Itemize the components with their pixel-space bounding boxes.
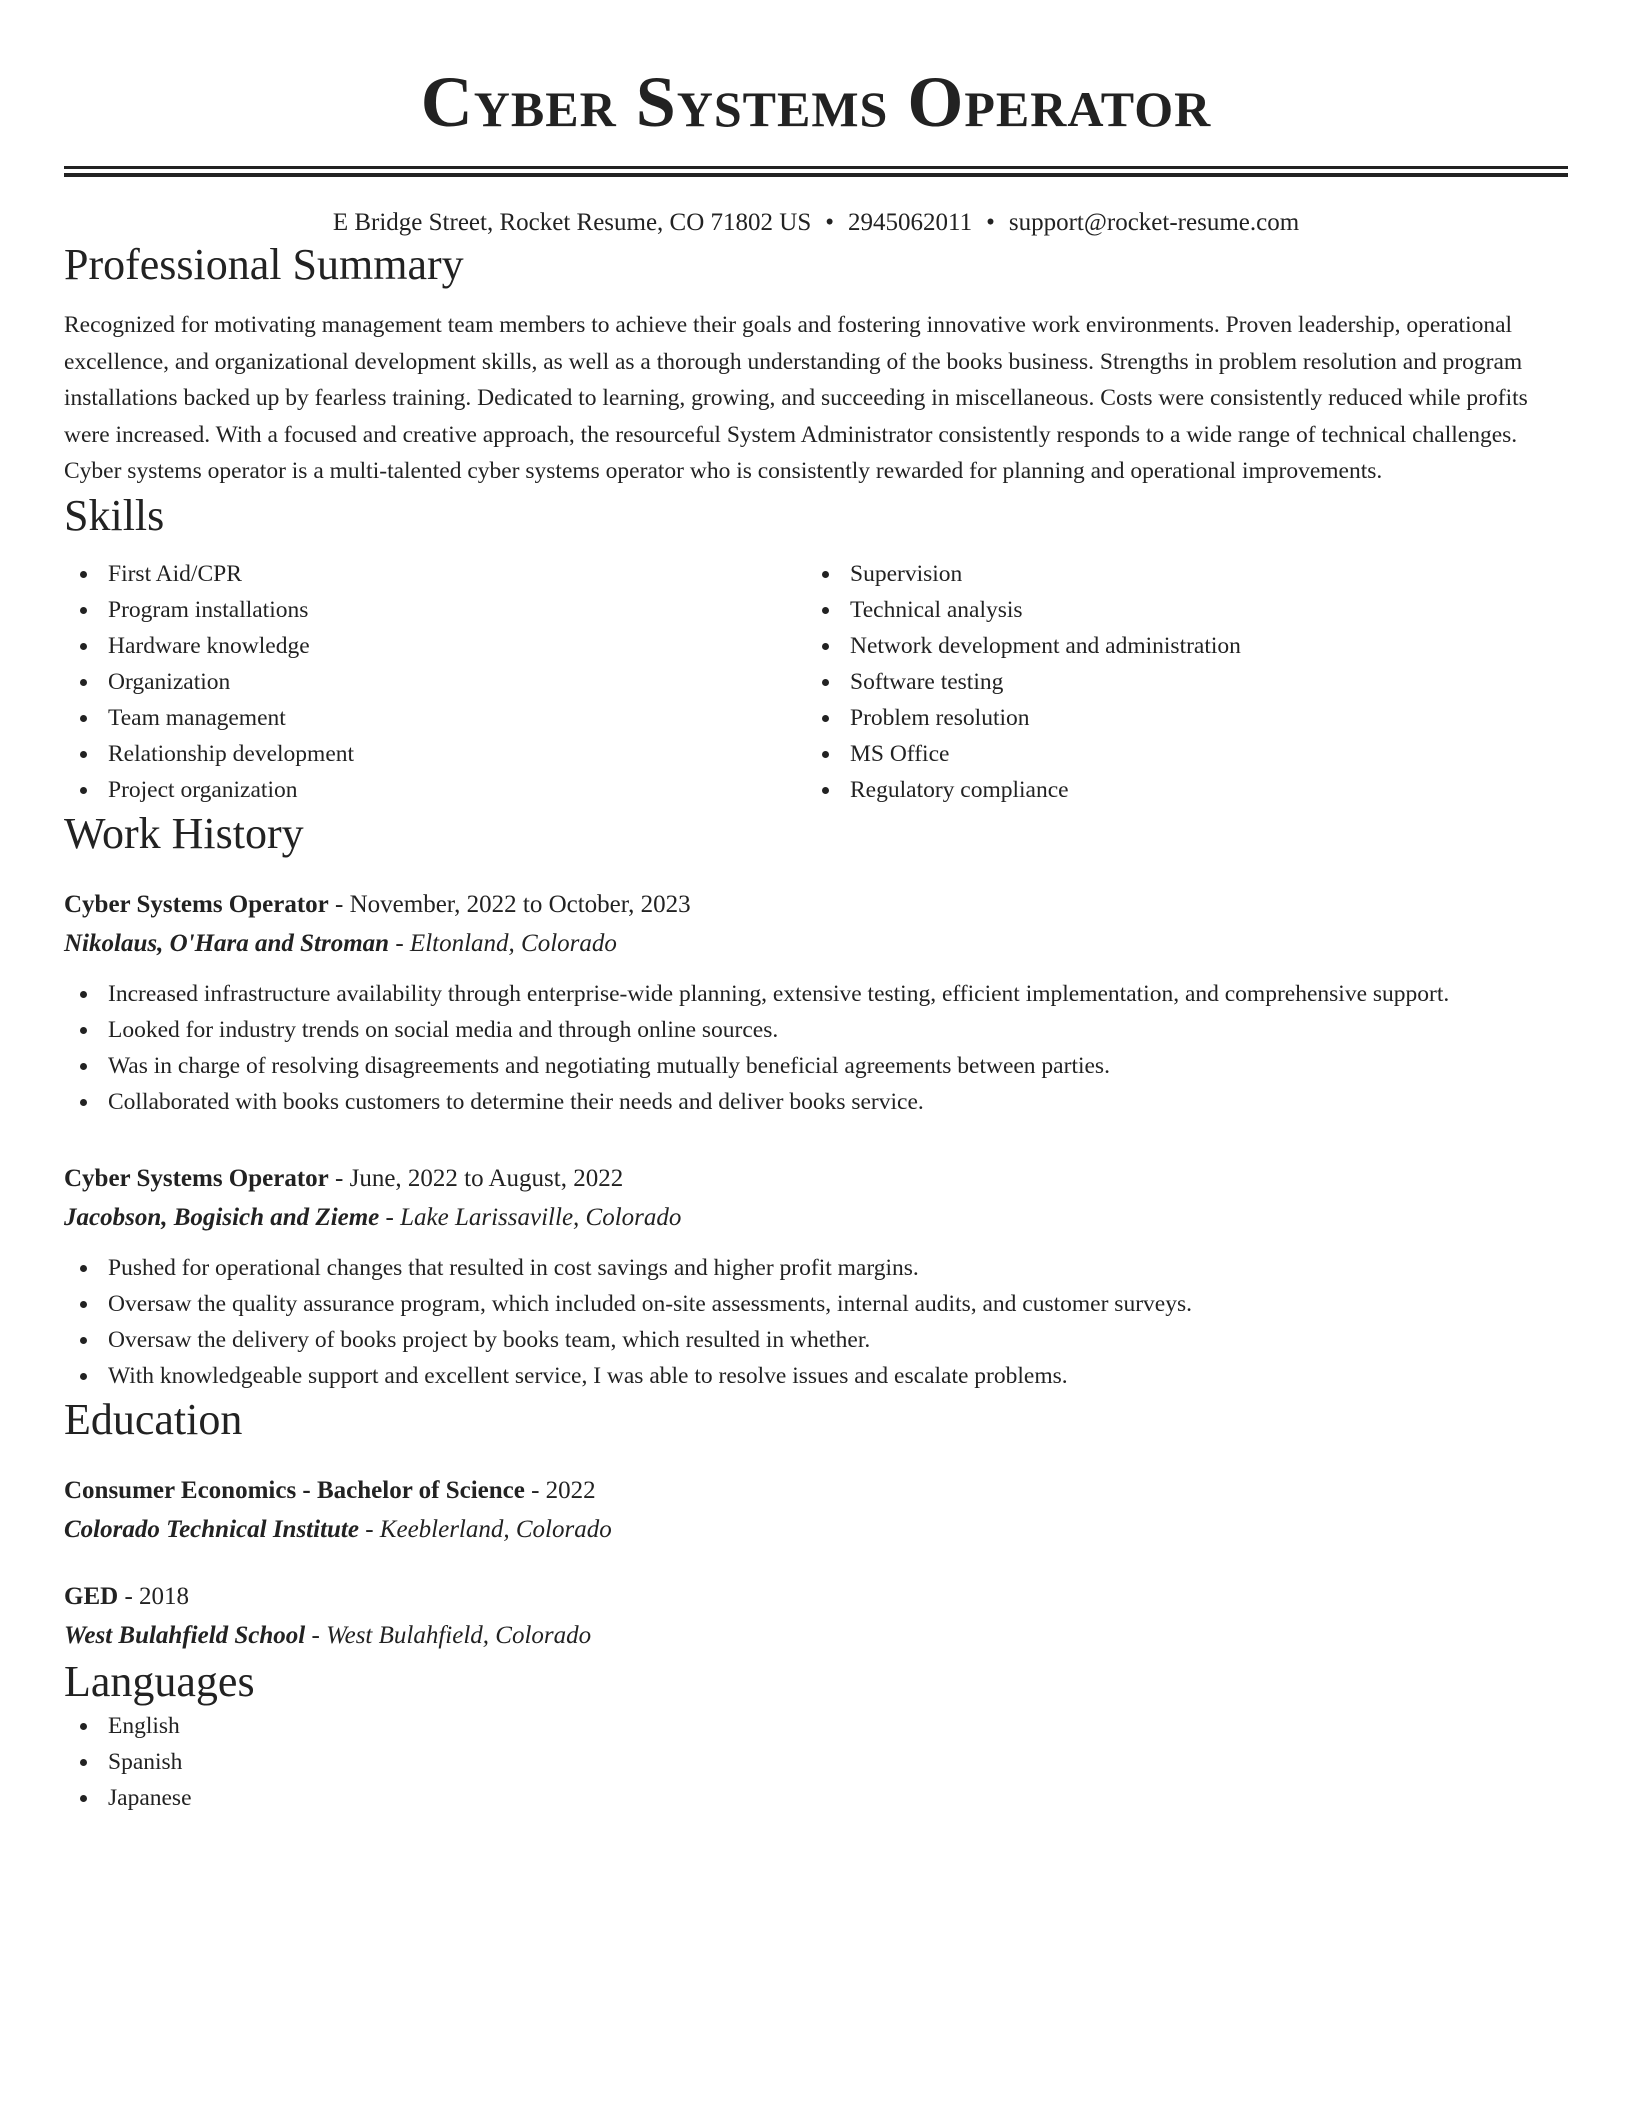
contact-separator: • bbox=[825, 209, 835, 236]
job-bullet: Oversaw the delivery of books project by books team, which resulted in whether. bbox=[64, 1322, 1568, 1358]
job-dates: - June, 2022 to August, 2022 bbox=[328, 1164, 624, 1192]
contact-line bbox=[64, 207, 1568, 239]
skills-columns bbox=[64, 556, 1568, 808]
job-role: Cyber Systems Operator bbox=[64, 890, 329, 918]
education-degree: Consumer Economics - Bachelor of Science bbox=[64, 1476, 525, 1504]
resume-name: Cyber Systems Operator bbox=[420, 62, 1212, 142]
education-heading bbox=[64, 1472, 1568, 1510]
language-item: English bbox=[64, 1708, 1568, 1744]
skill-item: Network development and administration bbox=[806, 628, 1548, 664]
job-employer-line bbox=[64, 924, 1568, 964]
skill-item: Hardware knowledge bbox=[64, 628, 806, 664]
job-bullets bbox=[64, 976, 1568, 1120]
job-bullet: Pushed for operational changes that resulted in cost savings and higher profit margins. bbox=[64, 1250, 1568, 1286]
job-location: - Eltonland, Colorado bbox=[389, 929, 617, 957]
contact-phone: 2945062011 bbox=[848, 209, 973, 236]
contact-separator: • bbox=[986, 209, 995, 236]
skills-list-left bbox=[64, 556, 806, 808]
education-school-line bbox=[64, 1616, 1568, 1656]
job-bullet: Increased infrastructure availability through enterprise-wide planning, extensive testing, efficient implementation, and comprehensive support. bbox=[64, 976, 1568, 1012]
contact-email: support@rocket-resume.com bbox=[1008, 209, 1300, 236]
job-bullet: Looked for industry trends on social media and through online sources. bbox=[64, 1012, 1568, 1048]
section-title-education: Education bbox=[64, 1394, 243, 1444]
job-employer: Jacobson, Bogisich and Zieme bbox=[64, 1203, 380, 1231]
skills-list-right bbox=[806, 556, 1548, 808]
skill-item: Software testing bbox=[806, 664, 1548, 700]
job-bullet: Collaborated with books customers to determine their needs and deliver books service. bbox=[64, 1084, 1568, 1120]
job-dates: - November, 2022 to October, 2023 bbox=[328, 890, 691, 918]
section-title-skills: Skills bbox=[64, 490, 165, 540]
education-location: - Keeblerland, Colorado bbox=[358, 1515, 612, 1543]
contact-address: E Bridge Street, Rocket Resume, CO 71802 US bbox=[332, 209, 812, 236]
job-bullet: Oversaw the quality assurance program, which included on-site assessments, internal audits, and customer surveys. bbox=[64, 1286, 1568, 1322]
job-entry bbox=[64, 1160, 1568, 1394]
skill-item: Organization bbox=[64, 664, 806, 700]
skill-item: Program installations bbox=[64, 592, 806, 628]
education-school: West Bulahfield School bbox=[64, 1621, 306, 1649]
job-bullet: Was in charge of resolving disagreements and negotiating mutually beneficial agreements between parties. bbox=[64, 1048, 1568, 1084]
education-entry bbox=[64, 1578, 1568, 1656]
education-heading bbox=[64, 1578, 1568, 1616]
skill-item: MS Office bbox=[806, 736, 1548, 772]
summary-text: Recognized for motivating management team members to achieve their goals and fostering innovative work environments. Proven leadership, operational excellence, and organizational development skills, as well as a thorough understanding of the books business. Strengths in problem resolution and program installations backed up by fearless training. Dedicated to learning, growing, and succeeding in miscellaneous. Costs were consistently reduced while profits were increased. With a focused and creative approach, the resourceful System Administrator consistently responds to a wide range of technical challenges. Cyber systems operator is a multi-talented cyber systems operator who is consistently rewarded for planning and operational improvements. bbox=[64, 312, 1528, 485]
job-role: Cyber Systems Operator bbox=[64, 1164, 329, 1192]
education-year: - 2022 bbox=[524, 1476, 596, 1504]
skill-item: Regulatory compliance bbox=[806, 772, 1548, 808]
job-bullet: With knowledgeable support and excellent service, I was able to resolve issues and escalate problems. bbox=[64, 1358, 1568, 1394]
skill-item: Team management bbox=[64, 700, 806, 736]
section-title-languages: Languages bbox=[64, 1656, 255, 1706]
job-heading bbox=[64, 1160, 1568, 1198]
resume-page bbox=[64, 0, 1568, 1816]
job-entry bbox=[64, 886, 1568, 1120]
skill-item: Problem resolution bbox=[806, 700, 1548, 736]
education-year: - 2018 bbox=[118, 1582, 190, 1610]
skill-item: Project organization bbox=[64, 772, 806, 808]
job-employer: Nikolaus, O'Hara and Stroman bbox=[64, 929, 390, 957]
education-location: - West Bulahfield, Colorado bbox=[305, 1621, 592, 1649]
skill-item: Relationship development bbox=[64, 736, 806, 772]
skill-item: First Aid/CPR bbox=[64, 556, 806, 592]
skill-item: Technical analysis bbox=[806, 592, 1548, 628]
language-item: Spanish bbox=[64, 1744, 1568, 1780]
header-divider bbox=[64, 166, 1568, 177]
languages-list bbox=[64, 1708, 1568, 1816]
education-degree: GED bbox=[64, 1582, 119, 1610]
section-title-summary: Professional Summary bbox=[64, 240, 464, 289]
job-heading bbox=[64, 886, 1568, 924]
education-school: Colorado Technical Institute bbox=[64, 1515, 359, 1543]
job-bullets bbox=[64, 1250, 1568, 1394]
education-school-line bbox=[64, 1510, 1568, 1550]
job-location: - Lake Larissaville, Colorado bbox=[379, 1203, 682, 1231]
language-item: Japanese bbox=[64, 1780, 1568, 1816]
section-title-work-history: Work History bbox=[64, 808, 304, 858]
job-employer-line bbox=[64, 1198, 1568, 1238]
education-entry bbox=[64, 1472, 1568, 1550]
skill-item: Supervision bbox=[806, 556, 1548, 592]
